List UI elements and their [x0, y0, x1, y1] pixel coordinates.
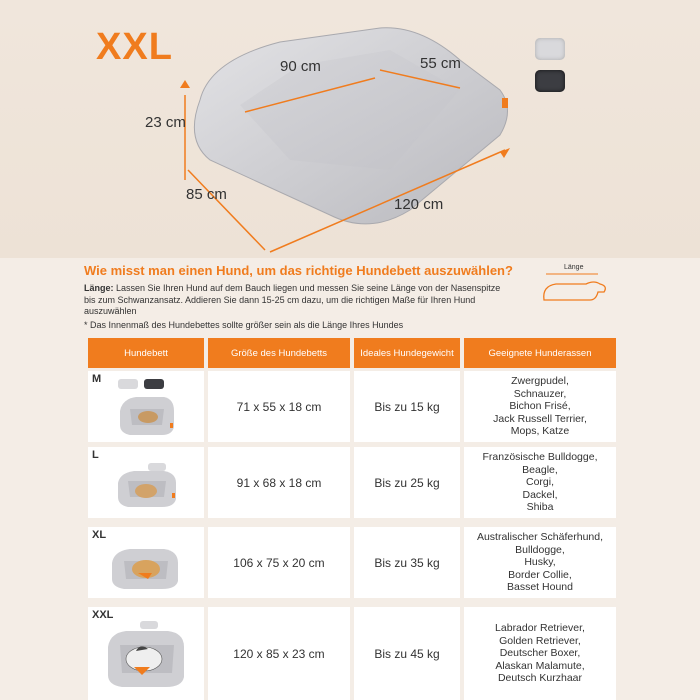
bed-cell — [88, 371, 204, 442]
size-label: XXL — [92, 609, 114, 621]
swatch-pair-icon — [118, 377, 166, 391]
table-header-bed: Hundebett — [88, 338, 204, 368]
table-row — [88, 368, 616, 442]
weight-cell: Bis zu 15 kg — [354, 371, 460, 442]
size-label: M — [92, 373, 102, 385]
dog-bed-illustration — [170, 20, 530, 260]
inner-length-label: 90 cm — [280, 58, 321, 75]
bed-cell — [88, 607, 204, 700]
bed-with-dog-image — [108, 541, 184, 593]
length-label: 120 cm — [394, 196, 444, 213]
bed-with-dog-image — [114, 463, 180, 511]
measure-instructions — [84, 283, 504, 318]
size-label: L — [92, 449, 99, 461]
color-swatch-light[interactable] — [535, 38, 565, 60]
table-header-weight: Ideales Hundegewicht — [354, 338, 460, 368]
color-swatch-dark[interactable] — [535, 70, 565, 92]
dimensions-cell: 120 x 85 x 23 cm — [208, 607, 350, 700]
bed-tag — [502, 98, 508, 108]
dimensions-cell: 91 x 68 x 18 cm — [208, 447, 350, 518]
dimensions-cell: 106 x 75 x 20 cm — [208, 527, 350, 598]
size-label: XL — [92, 529, 107, 541]
bed-cell — [88, 527, 204, 598]
bed-with-dog-image — [116, 393, 178, 439]
size-badge: XXL — [96, 26, 173, 68]
breeds-cell: Australischer Schäferhund, Bulldogge, Husky, Border Collie, Basset Hound — [464, 527, 616, 598]
width-label: 85 cm — [186, 186, 227, 203]
table-row — [88, 604, 616, 700]
measure-question: Wie misst man einen Hund, um das richtige Hundebett auszuwählen? — [84, 263, 513, 278]
weight-cell: Bis zu 45 kg — [354, 607, 460, 700]
dimensions-cell: 71 x 55 x 18 cm — [208, 371, 350, 442]
dog-length-label: Länge — [564, 264, 584, 271]
size-table — [88, 338, 616, 700]
height-label: 23 cm — [145, 114, 186, 131]
table-header-size: Größe des Hundebetts — [208, 338, 350, 368]
breeds-cell: Zwergpudel, Schnauzer, Bichon Frisé, Jack Russell Terrier, Mops, Katze — [464, 371, 616, 442]
weight-cell: Bis zu 35 kg — [354, 527, 460, 598]
instructions-text: Lassen Sie Ihren Hund auf dem Bauch liegen und messen Sie seine Länge von der Nasenspitze bis zum Schwanzansatz. Addieren Sie dann 15-25 cm dazu, um die richtigen Maße für Ihren Hund auszuwählen — [84, 283, 501, 316]
dog-length-icon — [536, 264, 616, 313]
weight-cell: Bis zu 25 kg — [354, 447, 460, 518]
table-row — [88, 444, 616, 518]
instructions-label: Länge: — [84, 283, 114, 293]
breeds-cell: Labrador Retriever, Golden Retriever, Deutscher Boxer, Alaskan Malamute, Deutsch Kurzhaar — [464, 607, 616, 700]
bed-with-dog-image — [104, 621, 190, 697]
inner-width-label: 55 cm — [420, 55, 461, 72]
table-header-breeds: Geeignete Hunderassen — [464, 338, 616, 368]
size-note: * Das Innenmaß des Hundebettes sollte größer sein als die Länge Ihres Hundes — [84, 320, 404, 330]
breeds-cell: Französische Bulldogge, Beagle, Corgi, Dackel, Shiba — [464, 447, 616, 518]
table-row — [88, 524, 616, 598]
bed-cell — [88, 447, 204, 518]
